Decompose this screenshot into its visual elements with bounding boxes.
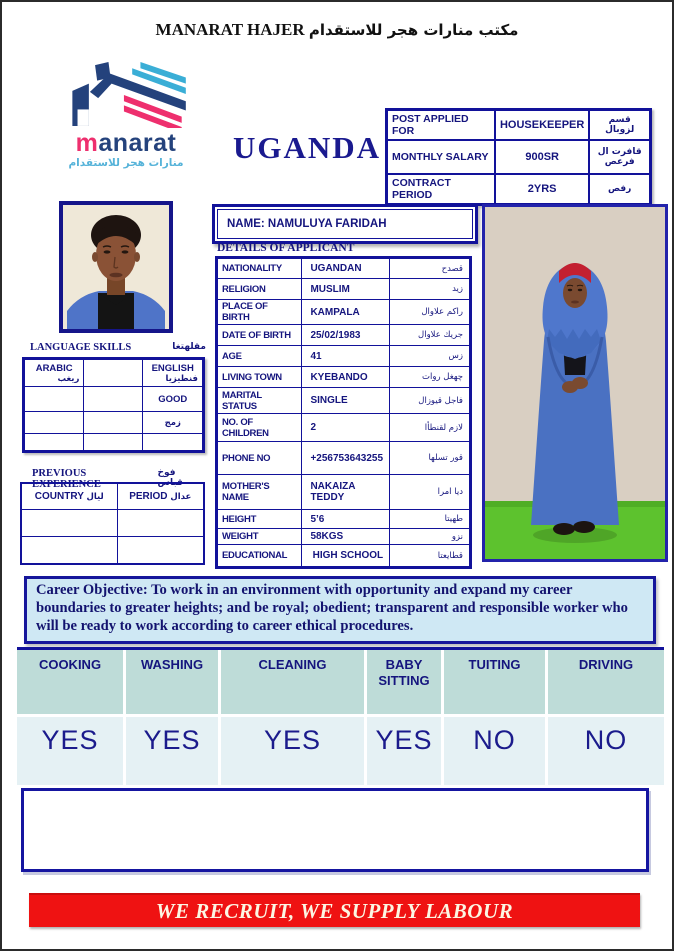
row-arabic-label: طهيتا xyxy=(390,510,471,529)
skill-column-header: COOKING xyxy=(17,650,123,714)
row-value: MUSLIM xyxy=(302,279,390,300)
table-row xyxy=(24,412,204,434)
row-label: PLACE OF BIRTH xyxy=(217,300,302,325)
table-row xyxy=(217,325,471,346)
career-objective-box: Career Objective: To work in an environment with opportunity and expand my career boundaries to greater heights; and be royal; obedient; transparent and responsible worker who will be ready to work according to career ethical procedures. xyxy=(24,576,656,644)
row-label: NATIONALITY xyxy=(217,258,302,279)
row-value: 2 xyxy=(302,414,390,442)
previous-experience-heading-arabic: فوخ قباس xyxy=(157,468,183,488)
details-table xyxy=(215,256,472,569)
skill-column-header: BABY SITTING xyxy=(367,650,441,714)
logo-wordmark-rest: anarat xyxy=(98,129,177,157)
skill-value: NO xyxy=(444,717,545,785)
table-row xyxy=(217,388,471,414)
row-label: AGE xyxy=(217,346,302,367)
row-arabic-label: لازم لقنطأا xyxy=(390,414,471,442)
skill-value: YES xyxy=(367,717,441,785)
header-title-arabic: مكتب منارات هجر للاستقدام xyxy=(308,21,519,39)
skill-value: YES xyxy=(17,717,123,785)
skills-table-header xyxy=(17,647,664,714)
row-label: DATE OF BIRTH xyxy=(217,325,302,346)
table-row xyxy=(24,359,204,387)
row-label: POST APPLIED FOR xyxy=(387,110,495,141)
row-value: 41 xyxy=(302,346,390,367)
skill-column-header: WASHING xyxy=(126,650,218,714)
row-value: NAKAIZA TEDDY xyxy=(302,475,390,510)
language-cell-empty xyxy=(24,412,84,434)
row-label: MONTHLY SALARY xyxy=(387,140,495,174)
details-heading: DETAILS OF APPLICANT xyxy=(217,242,355,254)
row-value: +256753643255 xyxy=(302,442,390,475)
row-label: RELIGION xyxy=(217,279,302,300)
table-row xyxy=(217,414,471,442)
skill-value: NO xyxy=(548,717,664,785)
country-header-cell: COUNTRY ليال xyxy=(21,483,117,509)
applicant-full-body-photo xyxy=(482,204,668,562)
language-cell-empty xyxy=(84,387,143,412)
skill-value: YES xyxy=(221,717,364,785)
row-label: CONTRACT PERIOD xyxy=(387,174,495,205)
row-value: 25/02/1983 xyxy=(302,325,390,346)
empty-cell xyxy=(21,509,117,536)
language-cell-empty xyxy=(84,412,143,434)
language-cell-arabic: ARABIC ريغب xyxy=(24,359,84,387)
row-arabic-label: زيد xyxy=(390,279,471,300)
row-label: MARITAL STATUS xyxy=(217,388,302,414)
logo-subtitle-arabic: منارات هجر للاستقدام xyxy=(68,157,184,169)
row-arabic-label: قور تسلها xyxy=(390,442,471,475)
row-value: 5’6 xyxy=(302,510,390,529)
row-label: EDUCATIONAL xyxy=(217,545,302,568)
table-row xyxy=(217,367,471,388)
language-cell-english: ENGLISH فنطيزيا xyxy=(143,359,204,387)
table-row xyxy=(21,509,204,536)
previous-experience-heading-text: PREVIOUS EXPERIENCE xyxy=(32,468,101,490)
row-value: KYEBANDO xyxy=(302,367,390,388)
header-title-latin: MANARAT HAJER xyxy=(155,20,305,39)
footer-banner: WE RECRUIT, WE SUPPLY LABOUR xyxy=(29,893,640,927)
row-label: WEIGHT xyxy=(217,529,302,545)
empty-cell xyxy=(117,509,204,536)
table-row xyxy=(24,434,204,452)
full-body-photo-illustration xyxy=(485,207,665,559)
row-label: HEIGHT xyxy=(217,510,302,529)
row-arabic-label: ديا امرا xyxy=(390,475,471,510)
country-title: UGANDA xyxy=(232,130,382,165)
row-arabic-label: زس xyxy=(390,346,471,367)
row-value: UGANDAN xyxy=(302,258,390,279)
row-arabic-label: قسم لزوبال xyxy=(589,110,650,141)
row-arabic-label: قافرت ال فرعص xyxy=(589,140,650,174)
row-arabic-label: فاجل قيوزال xyxy=(390,388,471,414)
row-value: HIGH SCHOOL xyxy=(302,545,390,568)
empty-cell xyxy=(21,536,117,564)
skill-column-header: TUITING xyxy=(444,650,545,714)
row-arabic-label: قصدح xyxy=(390,258,471,279)
applicant-name-bar: NAME: NAMULUYA FARIDAH xyxy=(212,204,478,244)
language-cell-empty xyxy=(143,434,204,452)
row-arabic-label: قطايعتا xyxy=(390,545,471,568)
language-level-arabic-cell: زمج xyxy=(143,412,204,434)
row-arabic-label: نزو xyxy=(390,529,471,545)
table-row xyxy=(217,475,471,510)
manarat-logo xyxy=(60,62,192,169)
table-row xyxy=(24,387,204,412)
previous-experience-table xyxy=(20,482,205,565)
skill-value: YES xyxy=(126,717,218,785)
row-value: 900SR xyxy=(495,140,589,174)
language-cell-empty xyxy=(84,359,143,387)
period-header-cell: PERIOD عدال xyxy=(117,483,204,509)
table-row xyxy=(21,536,204,564)
row-value: HOUSEKEEPER xyxy=(495,110,589,141)
table-row xyxy=(387,174,651,205)
table-row xyxy=(217,442,471,475)
row-label: PHONE NO xyxy=(217,442,302,475)
language-skills-heading-text: LANGUAGE SKILLS xyxy=(30,342,132,353)
row-arabic-label: جريك علاوال xyxy=(390,325,471,346)
table-row xyxy=(387,140,651,174)
skill-column-header: DRIVING xyxy=(548,650,664,714)
row-value: 2YRS xyxy=(495,174,589,205)
logo-wordmark xyxy=(60,131,192,156)
language-level-cell: GOOD xyxy=(143,387,204,412)
table-row xyxy=(217,300,471,325)
header-title xyxy=(2,20,672,40)
empty-cell xyxy=(117,536,204,564)
table-row xyxy=(217,545,471,568)
row-arabic-label: چهغل روات xyxy=(390,367,471,388)
row-arabic-label: راكم علاوال xyxy=(390,300,471,325)
table-row xyxy=(217,258,471,279)
table-row xyxy=(387,110,651,141)
notes-box xyxy=(21,788,649,872)
row-label: MOTHER'S NAME xyxy=(217,475,302,510)
portrait-photo-illustration xyxy=(63,205,169,329)
table-row xyxy=(21,483,204,509)
applicant-portrait-photo xyxy=(59,201,173,333)
table-row xyxy=(217,510,471,529)
row-value: 58KGS xyxy=(302,529,390,545)
language-skills-heading xyxy=(30,342,206,353)
row-value: SINGLE xyxy=(302,388,390,414)
language-skills-heading-arabic: مقلهتغا xyxy=(172,342,206,352)
language-cell-empty xyxy=(84,434,143,452)
language-cell-empty xyxy=(24,387,84,412)
skills-value-row xyxy=(17,717,664,785)
language-cell-empty xyxy=(24,434,84,452)
table-row xyxy=(217,529,471,545)
language-skills-table xyxy=(22,357,205,453)
row-arabic-label: رفص xyxy=(589,174,650,205)
logo-house-icon xyxy=(63,62,189,128)
post-applied-table xyxy=(385,108,652,206)
skill-column-header: CLEANING xyxy=(221,650,364,714)
row-value: KAMPALA xyxy=(302,300,390,325)
row-label: LIVING TOWN xyxy=(217,367,302,388)
row-label: NO. OF CHILDREN xyxy=(217,414,302,442)
logo-wordmark-m: m xyxy=(75,129,99,157)
table-row xyxy=(217,346,471,367)
table-row xyxy=(217,279,471,300)
